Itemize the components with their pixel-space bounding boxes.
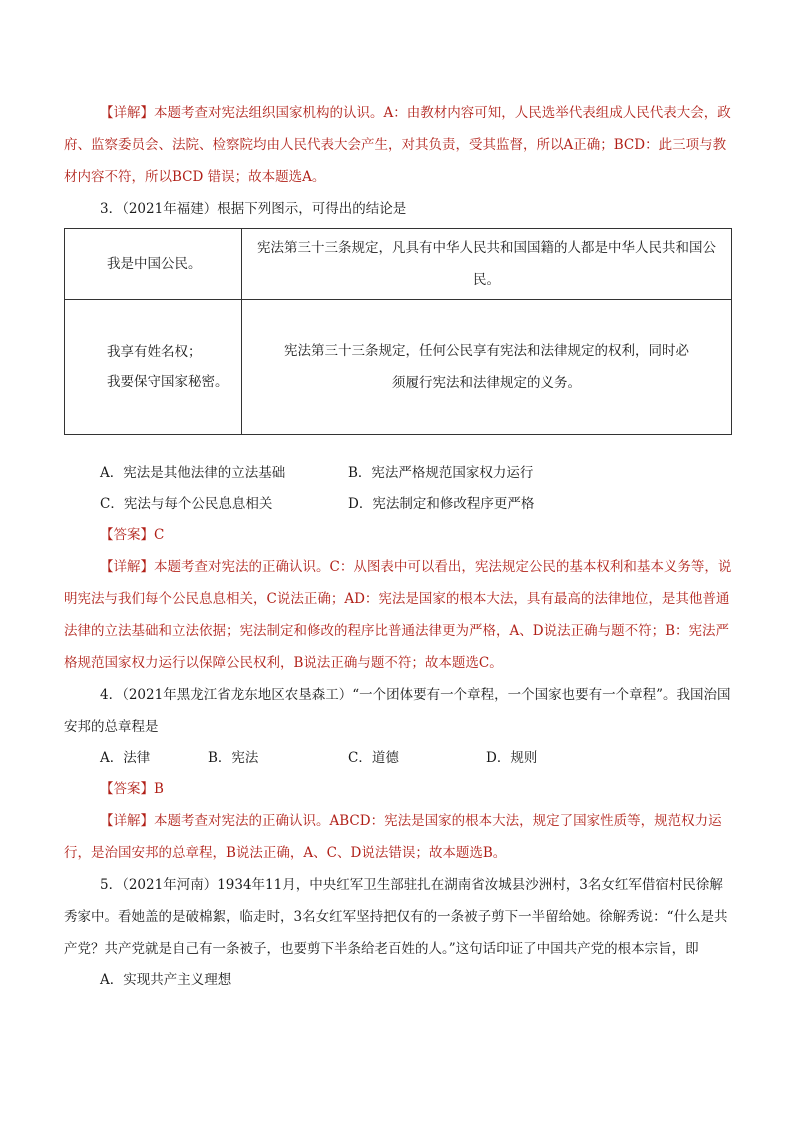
detail-paragraph-q4: 【详解】本题考查对宪法的正确认识。ABCD：宪法是国家的根本大法，规定了国家性质等，规范权力运行，是治国安邦的总章程，B说法正确，A、C、D说法错误；故本题选B。 <box>64 813 722 861</box>
table-cell-right: 宪法第三十三条规定，任何公民享有宪法和法律规定的权利，同时必须履行宪法和法律规定的义务。 <box>242 300 732 435</box>
answer-value: B <box>154 781 164 797</box>
detail-paragraph-q3: 【详解】本题考查对宪法的正确认识。C：从图表中可以看出，宪法规定公民的基本权利和基本义务等，说明宪法与我们每个公民息息相关，C说法正确；AD：宪法是国家的根本大法，具有最高的法律地位，是其他普通法律的立法基础和立法依据；宪法制定和修改的程序比普通法律更为严格，A、D说法正确与题不符；B：宪法严格规范国家权力运行以保障公民权利，B说法正确与题不符；故本题选C。 <box>64 559 732 671</box>
cell-line: 我要保守国家秘密。 <box>107 374 229 390</box>
option-b: B．宪法严格规范国家权力运行 <box>348 465 534 481</box>
option-d: D．宪法制定和修改程序更严格 <box>348 496 535 512</box>
question-4-stem: 4．（2021年黑龙江省龙东地区农垦森工）“一个团体要有一个章程，一个国家也要有一个章程”。我国治国安邦的总章程是 <box>64 687 731 735</box>
constitution-table <box>64 228 732 435</box>
cell-line: 我享有姓名权； <box>107 344 202 360</box>
option-a: A．法律 <box>100 750 151 766</box>
table-row <box>65 229 732 300</box>
option-a: A．宪法是其他法律的立法基础 <box>100 465 286 481</box>
option-b: B．宪法 <box>208 750 259 766</box>
page-content <box>64 97 732 996</box>
answer-line-q3 <box>64 520 732 551</box>
table-cell-left: 我是中国公民。 <box>65 229 242 300</box>
table-cell-left <box>65 300 242 435</box>
detail-paragraph-q2: 【详解】本题考查对宪法组织国家机构的认识。A：由教材内容可知，人民选举代表组成人民代表大会，政府、监察委员会、法院、检察院均由人民代表大会产生，对其负责，受其监督，所以A正确；BCD：此三项与教材内容不符，所以BCD 错误；故本题选A。 <box>64 105 731 185</box>
option-d: D．规则 <box>486 750 538 766</box>
options-row <box>64 458 732 489</box>
question-3-stem: 3．（2021年福建）根据下列图示，可得出的结论是 <box>100 201 407 217</box>
option-c: C．道德 <box>348 750 399 766</box>
options-row <box>64 489 732 520</box>
options-row <box>64 965 732 996</box>
option-a: A．实现共产主义理想 <box>100 972 232 988</box>
answer-value: C <box>154 527 165 543</box>
table-cell-right: 宪法第三十三条规定，凡具有中华人民共和国国籍的人都是中华人民共和国公民。 <box>242 229 732 300</box>
answer-label: 【答案】 <box>100 527 154 543</box>
question-5-stem: 5．（2021年河南）1934年11月，中央红军卫生部驻扎在湖南省汝城县沙洲村，3名女红军借宿村民徐解秀家中。看她盖的是破棉絮，临走时，3名女红军坚持把仅有的一条被子剪下一半留给她。徐解秀说：“什么是共产党？共产党就是自己有一条被子，也要剪下半条给老百姓的人。”这句话印证了中国共产党的根本宗旨，即 <box>64 877 728 957</box>
options-row <box>64 743 732 774</box>
table-row <box>65 300 732 435</box>
answer-line-q4 <box>64 774 732 805</box>
answer-label: 【答案】 <box>100 781 154 797</box>
option-c: C．宪法与每个公民息息相关 <box>100 496 273 512</box>
